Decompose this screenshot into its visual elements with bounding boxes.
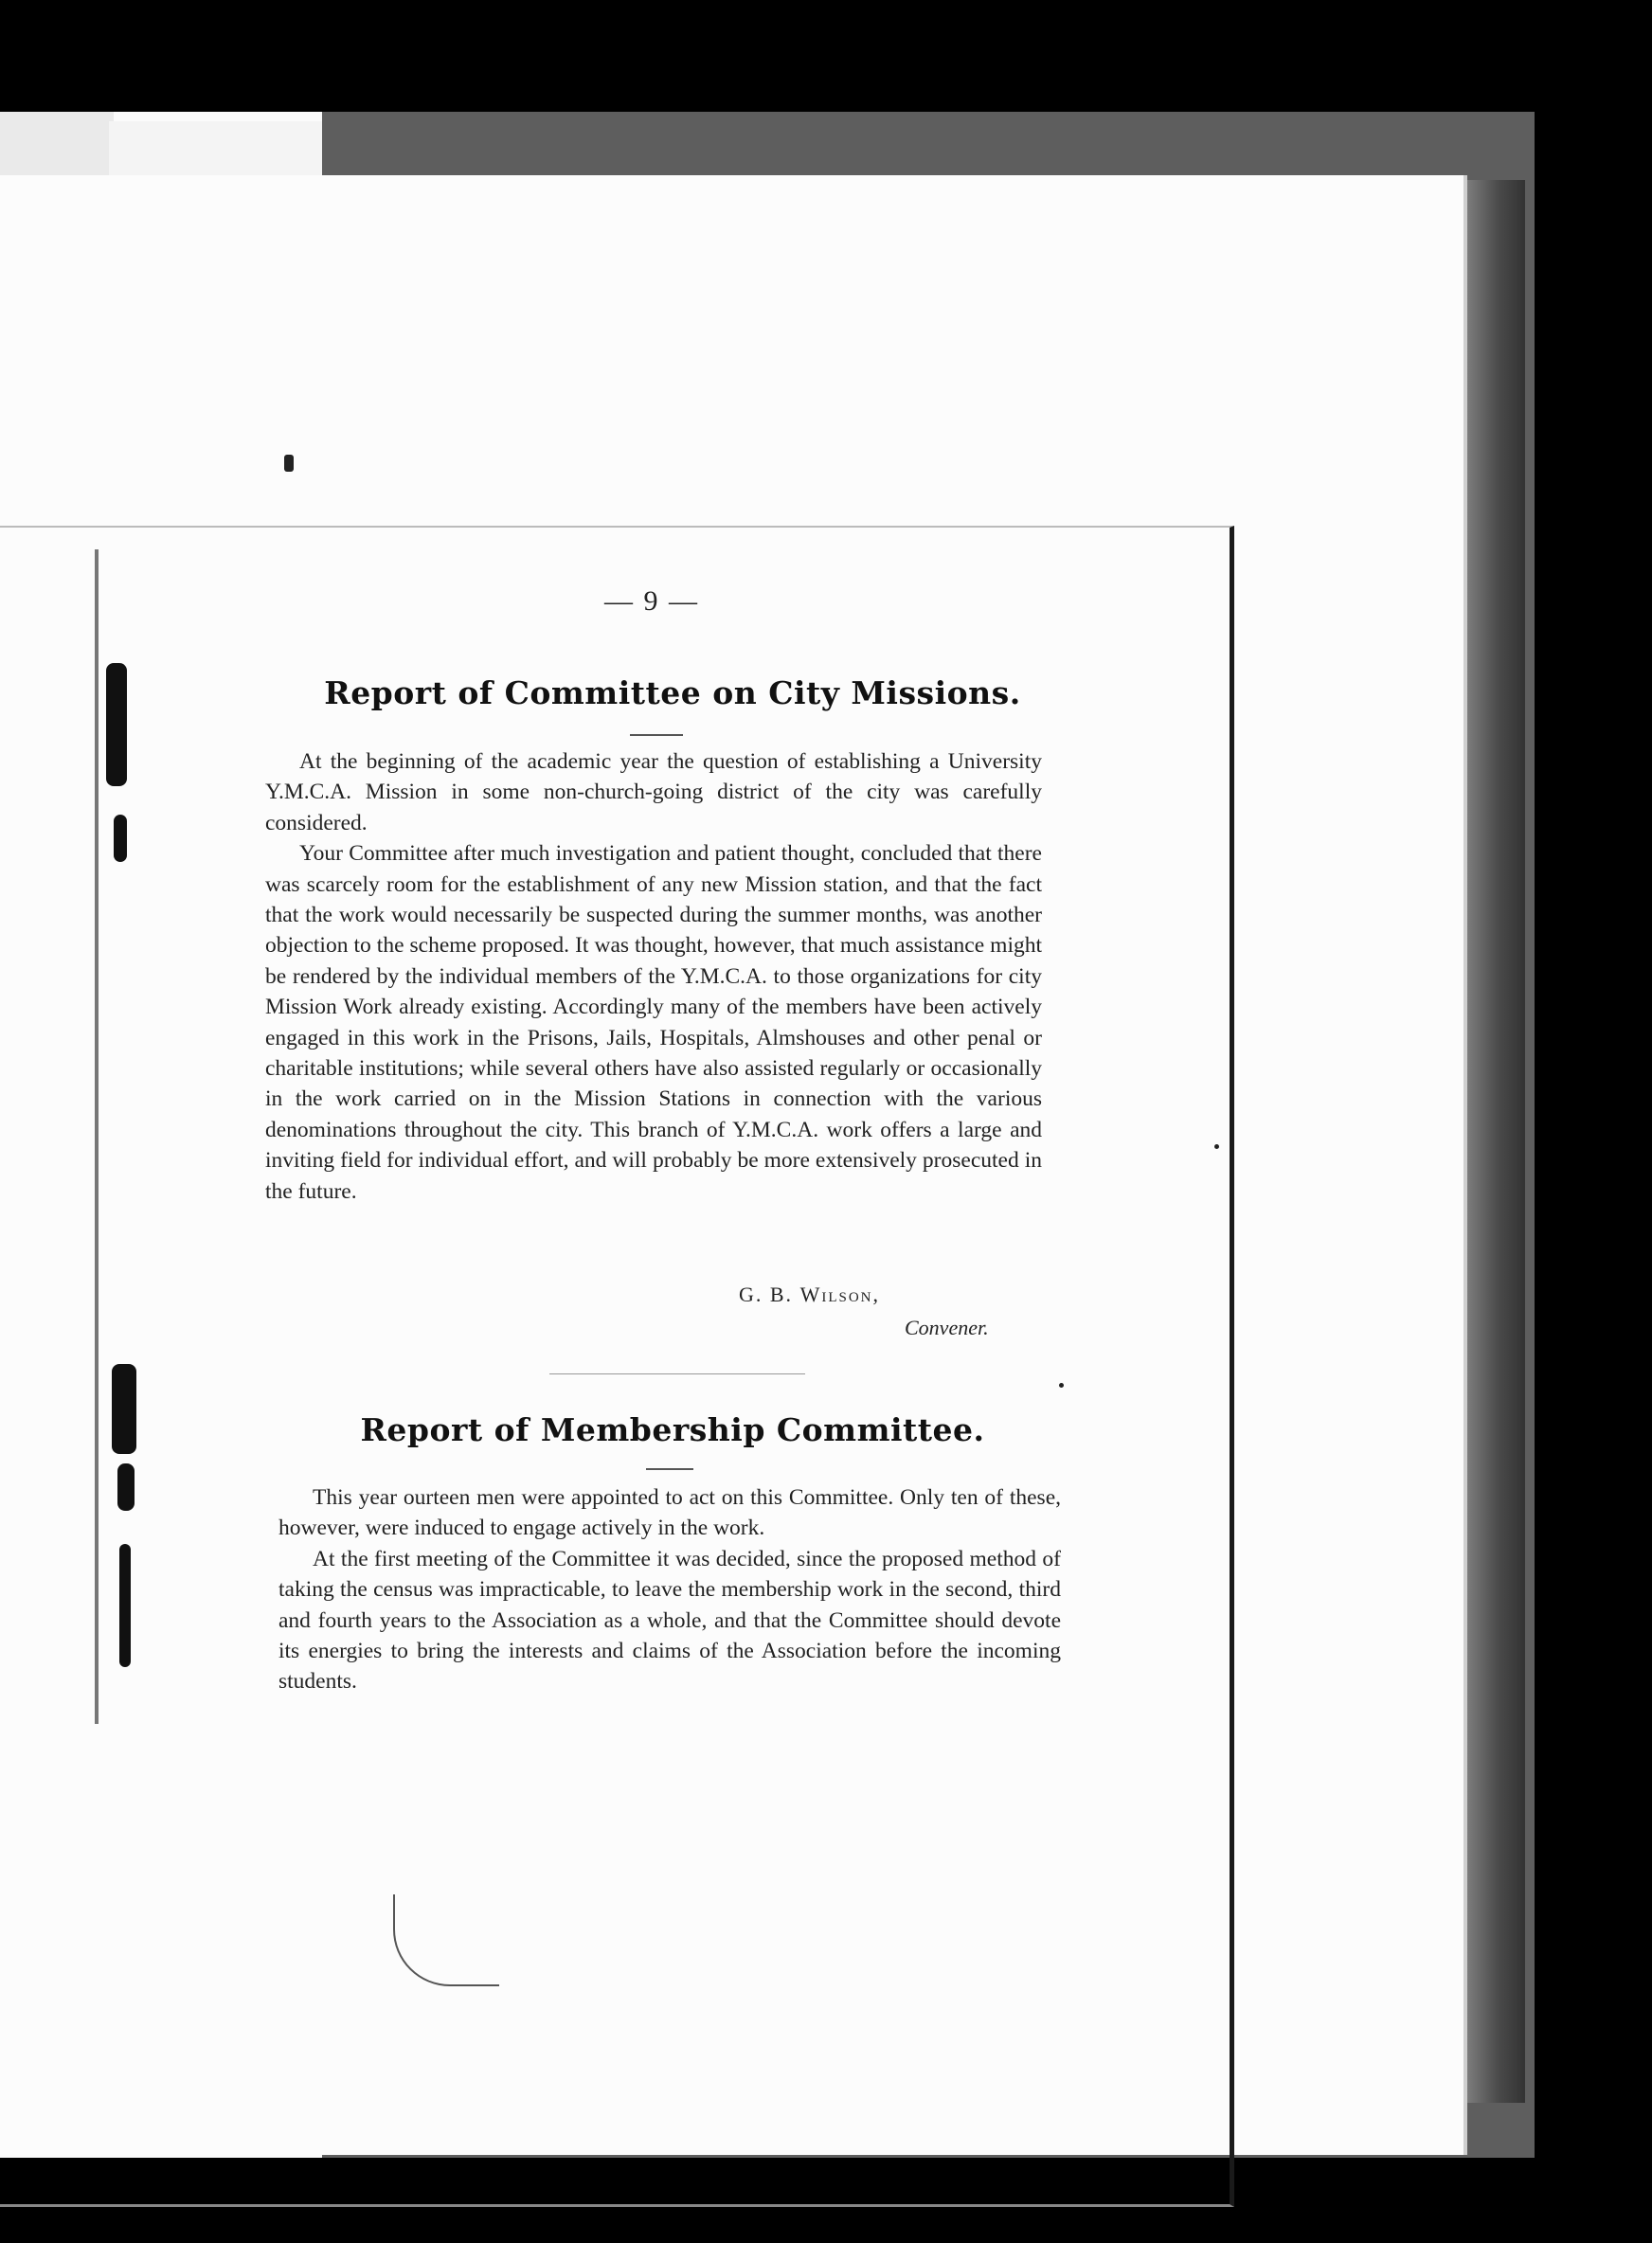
section-divider (549, 1373, 805, 1374)
binding-mark (117, 1463, 135, 1511)
paragraph: Your Committee after much investigation and patient thought, concluded that there was scarcely room for the establishment of any new Mission station, and that the fact that the work would necessarily be suspected during the summer months, was another objection to the scheme proposed. It was thought, however, that much assistance might be rendered by the individual members of the Y.M.C.A. to those organizations for city Mission Work already existing. Accordingly many of the members have been actively engaged in this work in the Prisons, Jails, Hospitals, Almshouses and other penal or charitable institutions; while several others have also assisted regularly or occasionally in the work carried on in the Mission Stations in connection with the various denominations throughout the city. This branch of Y.M.C.A. work offers a large and inviting field for individual effort, and will probably be more extensively prosecuted in the future. (265, 841, 1042, 1204)
scan-speck (284, 455, 294, 472)
heading-rule (646, 1468, 693, 1470)
heading-rule (630, 734, 683, 736)
page-number: — 9 — (604, 585, 699, 617)
city-missions-body (265, 746, 1042, 1207)
scan-speck (1214, 1144, 1219, 1149)
membership-heading: Report of Membership Committee. (360, 1411, 985, 1448)
membership-body (278, 1482, 1061, 1697)
paragraph: At the beginning of the academic year the question of establishing a University Y.M.C.A. Mission in some non-church-going district of the city was carefully considered. (265, 749, 1042, 835)
signature-role: Convener. (905, 1316, 989, 1339)
signature-name (739, 1283, 880, 1307)
city-missions-heading: Report of Committee on City Missions. (324, 674, 1021, 711)
binding-line (95, 549, 99, 1724)
binding-mark (114, 815, 127, 862)
binding-mark (106, 663, 127, 786)
signature-initials: G. B. (739, 1283, 794, 1306)
paragraph: At the first meeting of the Committee it was decided, since the proposed method of taking the census was impracticable, to leave the membership work in the second, third and fourth years to the Association as a whole, and that the Committee should devote its energies to bring the interests and claims of the Association before the incoming students. (278, 1546, 1061, 1695)
binding-mark (119, 1544, 131, 1667)
board-edge (1459, 180, 1525, 2103)
binding-mark (112, 1364, 136, 1454)
paragraph: This year ourteen men were appointed to act on this Committee. Only ten of these, however, were induced to engage actively in the work. (278, 1485, 1061, 1541)
scan-speck (1059, 1383, 1064, 1388)
signature-surname: Wilson, (799, 1283, 880, 1306)
